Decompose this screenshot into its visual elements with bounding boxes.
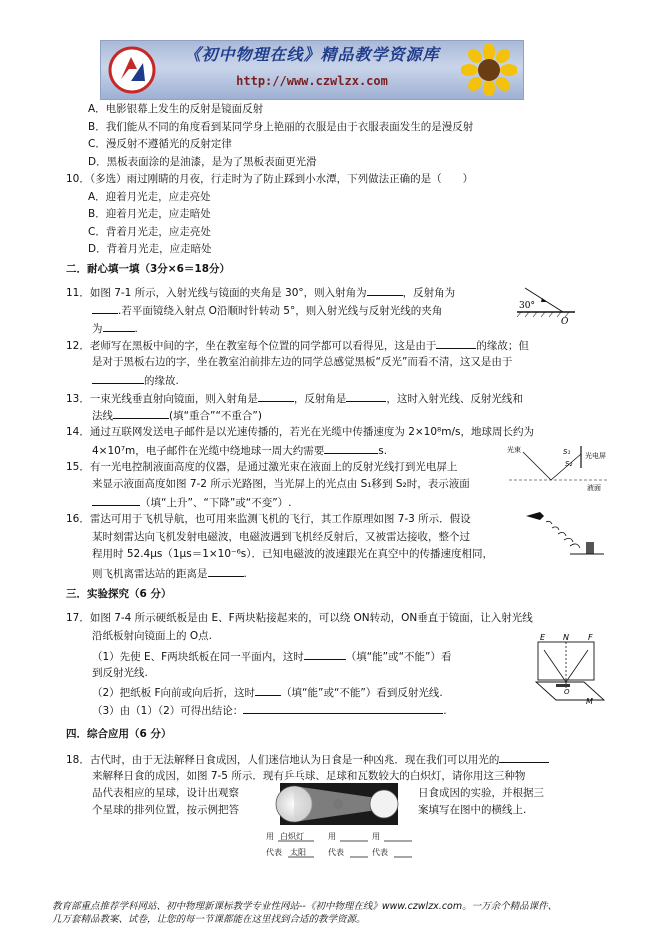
fig-s1-label: S₁ [563,448,571,456]
fig-lamp-label: 白炽灯 [280,832,304,841]
q16-line2: 某时刻雷达向飞机发射电磁波，电磁波遇到飞机经反射后，又被雷达接收，整个过 [92,531,470,543]
q14-text-b: s. [378,445,388,457]
q16-line1: 16．雷达可用于飞机导航，也可用来监测飞机的飞行，其工作原理如图 7-3 所示．假设 [66,513,471,525]
fig-beam-label: 光束 [507,446,521,454]
fig-rep-label-3: 代表 [372,848,388,857]
q14-line2 [92,442,387,458]
header-banner [100,40,524,100]
q13-text-a: 13．一束光线垂直射向镜面，则入射角是 [66,393,258,405]
q10-stem: 10．（多选）雨过刚睛的月夜，行走时为了防止踩到小水潭，下列做法正确的是（ ） [66,173,474,185]
q11-text-c: .若平面镜绕入射点 O沿顺时针转动 5°，则入射光线与反射光线的夹角 [118,305,443,317]
q9-option-b: B．我们能从不同的角度看到某同学身上艳丽的衣服是由于衣服表面发生的是漫反射 [88,121,474,133]
q17-text-e: （3）由（1）（2）可得出结论： [92,705,244,717]
q17-blank-1[interactable] [304,648,346,660]
q18-line4b: 案填写在图中的横线上. [418,804,527,816]
q11-blank-incidence-angle[interactable] [367,284,403,296]
fig-angle-label: 30° [519,301,535,311]
airplane-icon [526,512,544,520]
q16-line4 [92,565,247,581]
q13-text-d: 法线 [92,410,113,422]
q17-line5 [92,684,443,700]
q16-text-b: . [243,568,247,580]
q16-blank-distance[interactable] [208,565,244,577]
q17-line2: 沿纸板射向镜面上的 O点. [92,630,212,642]
q17-line3 [92,648,451,664]
q13-blank-reflection[interactable] [346,390,386,402]
q9-option-a: A．电影银幕上发生的反射是镜面反射 [88,103,264,115]
q12-line1 [66,337,529,353]
q17-text-c: （2）把纸板 F向前或向后折，这时 [92,687,256,699]
banner-url[interactable]: http://www.czwlzx.com [236,74,388,88]
q11-line1 [66,284,455,300]
q11-text-b: ，反射角为 [402,287,456,299]
q15-line1: 15．有一光电控制液面高度的仪器，是通过激光束在液面上的反射光线打到光电屏上 [66,461,458,473]
fig-m-label: M [586,697,593,706]
fig-sun-label: 太阳 [290,848,306,857]
fig-use-label-1: 用 [266,832,274,841]
fig-e-label: E [540,633,546,642]
q15-blank-level[interactable] [92,494,140,506]
q14-text-a: 4×10⁷m，电子邮件在光缆中绕地球一周大约需要 [92,445,325,457]
q15-line2: 来显示液面高度如图 7-2 所示光路图，当光屏上的光点由 S₁移到 S₂时，表示液面 [92,478,470,490]
figure-7-2-laser-level [505,444,611,496]
q18-blank-light[interactable] [499,751,549,763]
sunflower-icon [461,44,517,96]
fig-screen-label: 光电屏 [585,452,606,460]
q11-text-d: 为 [92,323,103,335]
section-heading-fill-in: 二．耐心填一填（3分×6＝18分） [66,263,231,275]
footer-line1: 教育部重点推荐学科网站、初中物理新课标教学专业性网站--《初中物理在线》www.czwlzx.com。一万余个精品课件、 [52,901,558,912]
q10-option-c: C．背着月光走，应走亮处 [88,226,211,238]
q12-text-c: 的缘故. [144,375,179,387]
fig-f-label: F [588,633,593,642]
q11-text-a: 11．如图 7-1 所示，入射光线与镜面的夹角是 30°，则入射角为 [66,287,367,299]
q12-text-a: 12．老师写在黑板中间的字，坐在教室每个位置的同学都可以看得见，这是由于 [66,340,437,352]
q17-line1: 17．如图 7-4 所示硬纸板是由 E、F两块粘接起来的，可以绕 ON转动，ON垂直于镜面，让入射光线 [66,612,533,624]
q16-text-a: 则飞机离雷达站的距离是 [92,568,208,580]
q17-text-d: （填“能”或“不能”）看到反射光线. [281,687,443,699]
q13-line2 [92,407,262,423]
q11-blank-angle-sum[interactable] [103,320,135,332]
page-footer [52,900,632,926]
q12-line3 [92,372,179,388]
q14-blank-time[interactable] [324,442,378,454]
fig-n-label: N [563,633,569,642]
section-heading-application: 四．综合应用（6 分） [66,728,172,740]
figure-7-5-eclipse [262,783,414,875]
figure-7-1-mirror [515,282,577,326]
q13-text-b: ，反射角是 [293,393,347,405]
q14-line1: 14．通过互联网发送电子邮件是以光速传播的，若光在光缆中传播速度为 2×10⁸m/s，地球周长约为 [66,426,534,438]
figure-7-3-radar [520,508,604,560]
fig-use-label-2: 用 [328,832,336,841]
q17-blank-2[interactable] [255,684,281,696]
moon-icon [333,799,343,809]
q18-line1 [66,751,549,767]
q9-option-c: C．漫反射不遵循光的反射定律 [88,138,232,150]
q12-blank-1[interactable] [436,337,476,349]
q16-line3: 程用时 52.4μs（1μs＝1×10⁻⁶s）．已知电磁波的波速跟光在真空中的传播速度相同， [92,548,494,560]
q10-option-d: D．背着月光走，应走暗处 [88,243,212,255]
q11-line3: 为 . [92,320,138,336]
q18-line3a: 品代表相应的星球，设计出观察 [92,787,239,799]
q13-blank-incidence[interactable] [258,390,294,402]
q18-text-a: 18．古代时，由于无法解释日食成因，人们迷信地认为日食是一种凶兆．现在我们可以用光的 [66,754,500,766]
footer-line2: 几万套精品教案、试卷，让您的每一节课都能在这里找到合适的教学资源。 [52,914,366,925]
q15-line3 [92,494,291,510]
q18-line3b: 日食成因的实验，并根据三 [418,787,544,799]
q10-option-b: B．迎着月光走，应走暗处 [88,208,211,220]
earth-icon [370,790,398,818]
fig-s2-label: S₂ [565,460,573,468]
q13-text-c: ，这时入射光线、反射光线和 [386,393,523,405]
fig-use-label-3: 用 [372,832,380,841]
fig-liquid-label: 液面 [587,484,601,492]
figure-7-4-paperboard [530,632,610,706]
q17-text-b: （填“能”或“不能”）看 [345,651,452,663]
q18-line2: 来解释日食的成因，如图 7-5 所示．现有乒乓球、足球和瓦数较大的白炽灯，请你用这三种物 [92,770,526,782]
q17-line4: 到反射光线. [92,667,148,679]
fig-rep-label-2: 代表 [328,848,344,857]
q9-option-d: D．黑板表面涂的是油漆，是为了黑板表面更光滑 [88,156,317,168]
q17-text-a: （1）先使 E、F两块纸板在同一平面内，这时 [92,651,304,663]
q15-text-a: （填“上升”、“下降”或“不变”）. [140,497,292,509]
q10-option-a: A．迎着月光走，应走亮处 [88,191,211,203]
fig-rep-label-1: 代表 [266,848,282,857]
q11-blank-reflection-angle[interactable] [92,302,118,314]
q12-text-b: 的缘故；但 [476,340,529,352]
q17-line6: （3）由（1）（2）可得出结论： . [92,702,447,718]
fig-point-label: O [561,317,569,326]
banner-title: 《初中物理在线》精品教学资源库 [184,45,440,64]
q13-blank-coincide[interactable] [113,407,169,419]
q11-line2 [92,302,442,318]
q13-line1 [66,390,523,406]
fig-o-label: O [564,688,570,696]
q12-blank-2[interactable] [92,372,144,384]
q18-line4a: 个星球的排列位置，按示例把答 [92,804,239,816]
q12-line2: 是对于黑板右边的字，坐在教室泊前排左边的同学总感觉黑板“反光”而看不清，这又是由于 [92,356,513,368]
q13-text-e: (填“重合”“不重合”) [169,410,262,422]
q17-blank-conclusion[interactable] [243,702,443,714]
section-heading-experiment: 三．实验探究（6 分） [66,588,172,600]
